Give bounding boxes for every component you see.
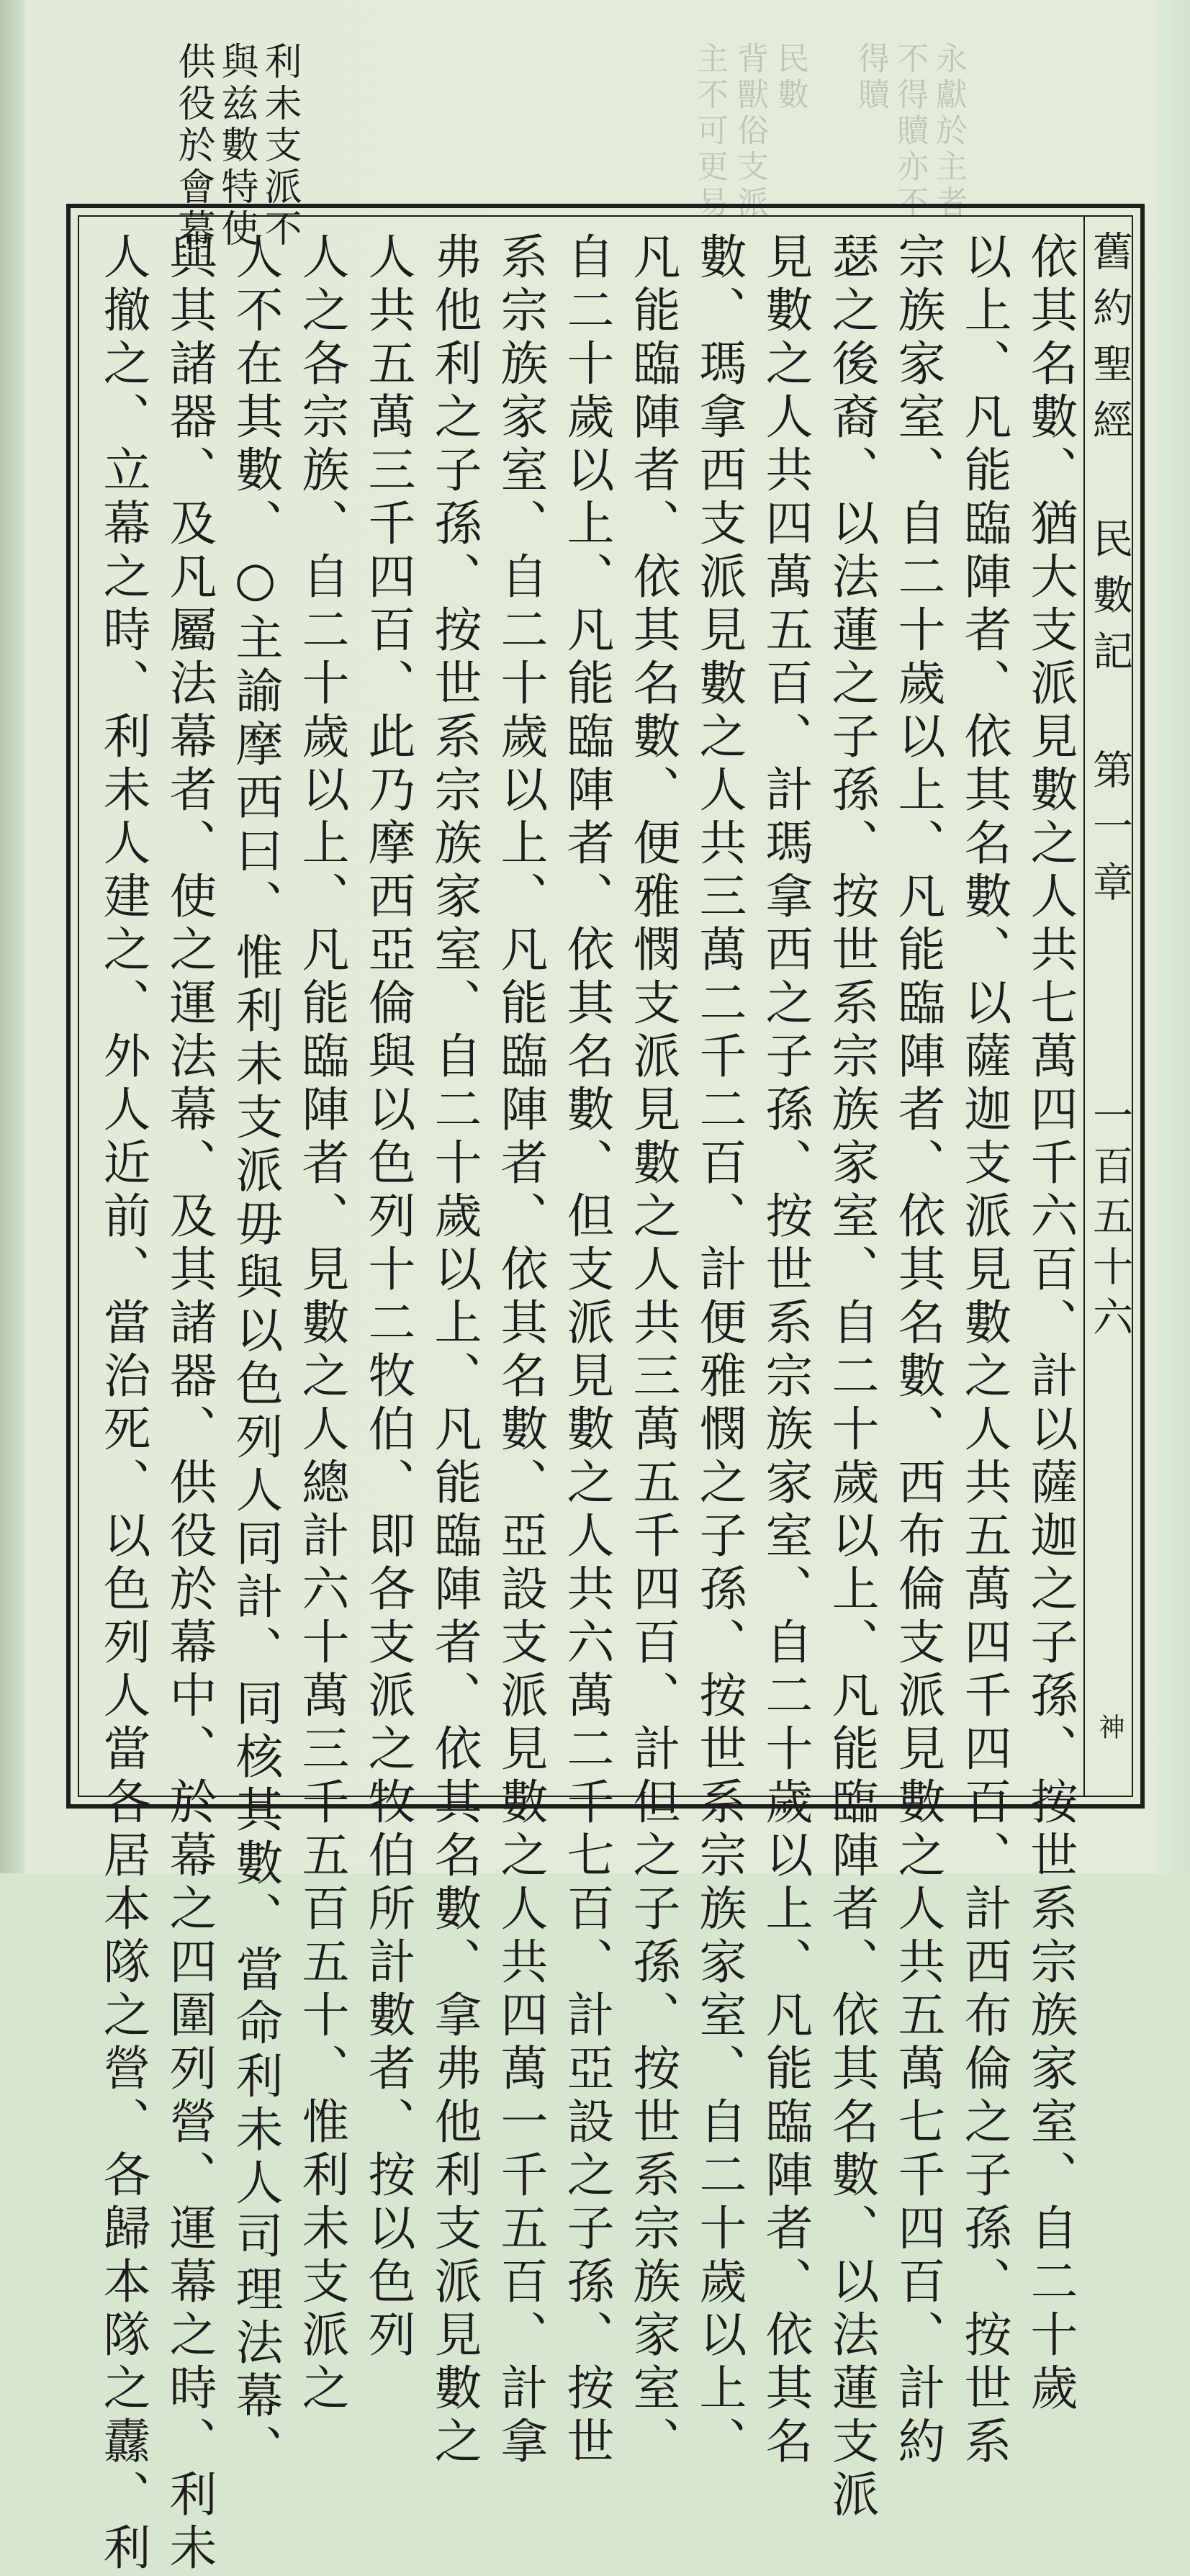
bleed-through-column: 不得贖亦不	[891, 42, 928, 222]
text-column: 人共五萬三千四百、此乃摩西亞倫與以色列十二牧伯、即各支派之牧伯所計數者、按以色列	[360, 232, 415, 2363]
book-gutter	[0, 0, 24, 1873]
text-column: 系宗族家室、自二十歲以上、凡能臨陣者、依其名數、亞設支派見數之人共四萬一千五百、計拿	[492, 232, 548, 2469]
text-column: 人撤之、立幕之時、利未人建之、外人近前、當治死、以色列人當各居本隊之營、各歸本隊之纛、利	[95, 232, 150, 2576]
printer-mark: 神	[1095, 1713, 1124, 1739]
running-title: 舊約聖經 民數記 第一章	[1086, 230, 1133, 917]
text-column: 人不在其數、○主諭摩西曰、惟利未支派毋與以色列人同計、同核其數、當命利未人司理法幕、	[227, 232, 283, 2477]
bleed-through-column: 得贖	[852, 42, 889, 114]
text-column: 數、瑪拿西支派見數之人共三萬二千二百、計便雅憫之子孫、按世系宗族家室、自二十歲以上、	[691, 232, 747, 2469]
bleed-through-column: 民數	[772, 42, 808, 114]
text-column: 宗族家室、自二十歲以上、凡能臨陣者、依其名數、西布倫支派見數之人共五萬七千四百、計約	[890, 232, 945, 2469]
text-column: 自二十歲以上、凡能臨陣者、依其名數、但支派見數之人共六萬二千七百、計亞設之子孫、按世	[559, 232, 614, 2469]
text-column: 弗他利之子孫、按世系宗族家室、自二十歲以上、凡能臨陣者、依其名數、拿弗他利支派見數之	[426, 232, 482, 2469]
margin-note-column: 利未支派不	[258, 42, 301, 251]
text-column: 見數之人共四萬五百、計瑪拿西之子孫、按世系宗族家室、自二十歲以上、凡能臨陣者、依其名	[757, 232, 813, 2469]
page-number: 一百五十六	[1086, 1094, 1133, 1346]
text-column: 凡能臨陣者、依其名數、便雅憫支派見數之人共三萬五千四百、計但之子孫、按世系宗族家室、	[625, 232, 680, 2469]
text-column: 人之各宗族、自二十歲以上、凡能臨陣者、見數之人總計六十萬三千五百五十、惟利未支派之	[294, 232, 349, 2416]
bleed-through-column: 永獻於主者	[930, 42, 967, 222]
margin-note-column: 供役於會幕	[171, 42, 215, 251]
text-column: 依其名數、猶大支派見數之人共七萬四千六百、計以薩迦之子孫、按世系宗族家室、自二十歲	[1022, 232, 1078, 2416]
margin-note-column: 與兹數特使	[215, 42, 258, 251]
text-column: 與其諸器、及凡屬法幕者、使之運法幕、及其諸器、供役於幕中、於幕之四圍列營、運幕之時、利未	[161, 232, 217, 2576]
text-column: 以上、凡能臨陣者、依其名數、以薩迦支派見數之人共五萬四千四百、計西布倫之子孫、按世系	[956, 232, 1011, 2469]
bleed-through-column: 背獸俗支派	[731, 42, 768, 222]
bleed-through-column: 主不可更易	[691, 42, 728, 222]
text-column: 瑟之後裔、以法蓮之子孫、按世系宗族家室、自二十歲以上、凡能臨陣者、依其名數、以法蓮支派	[824, 232, 879, 2523]
header-divider	[1083, 215, 1085, 1797]
